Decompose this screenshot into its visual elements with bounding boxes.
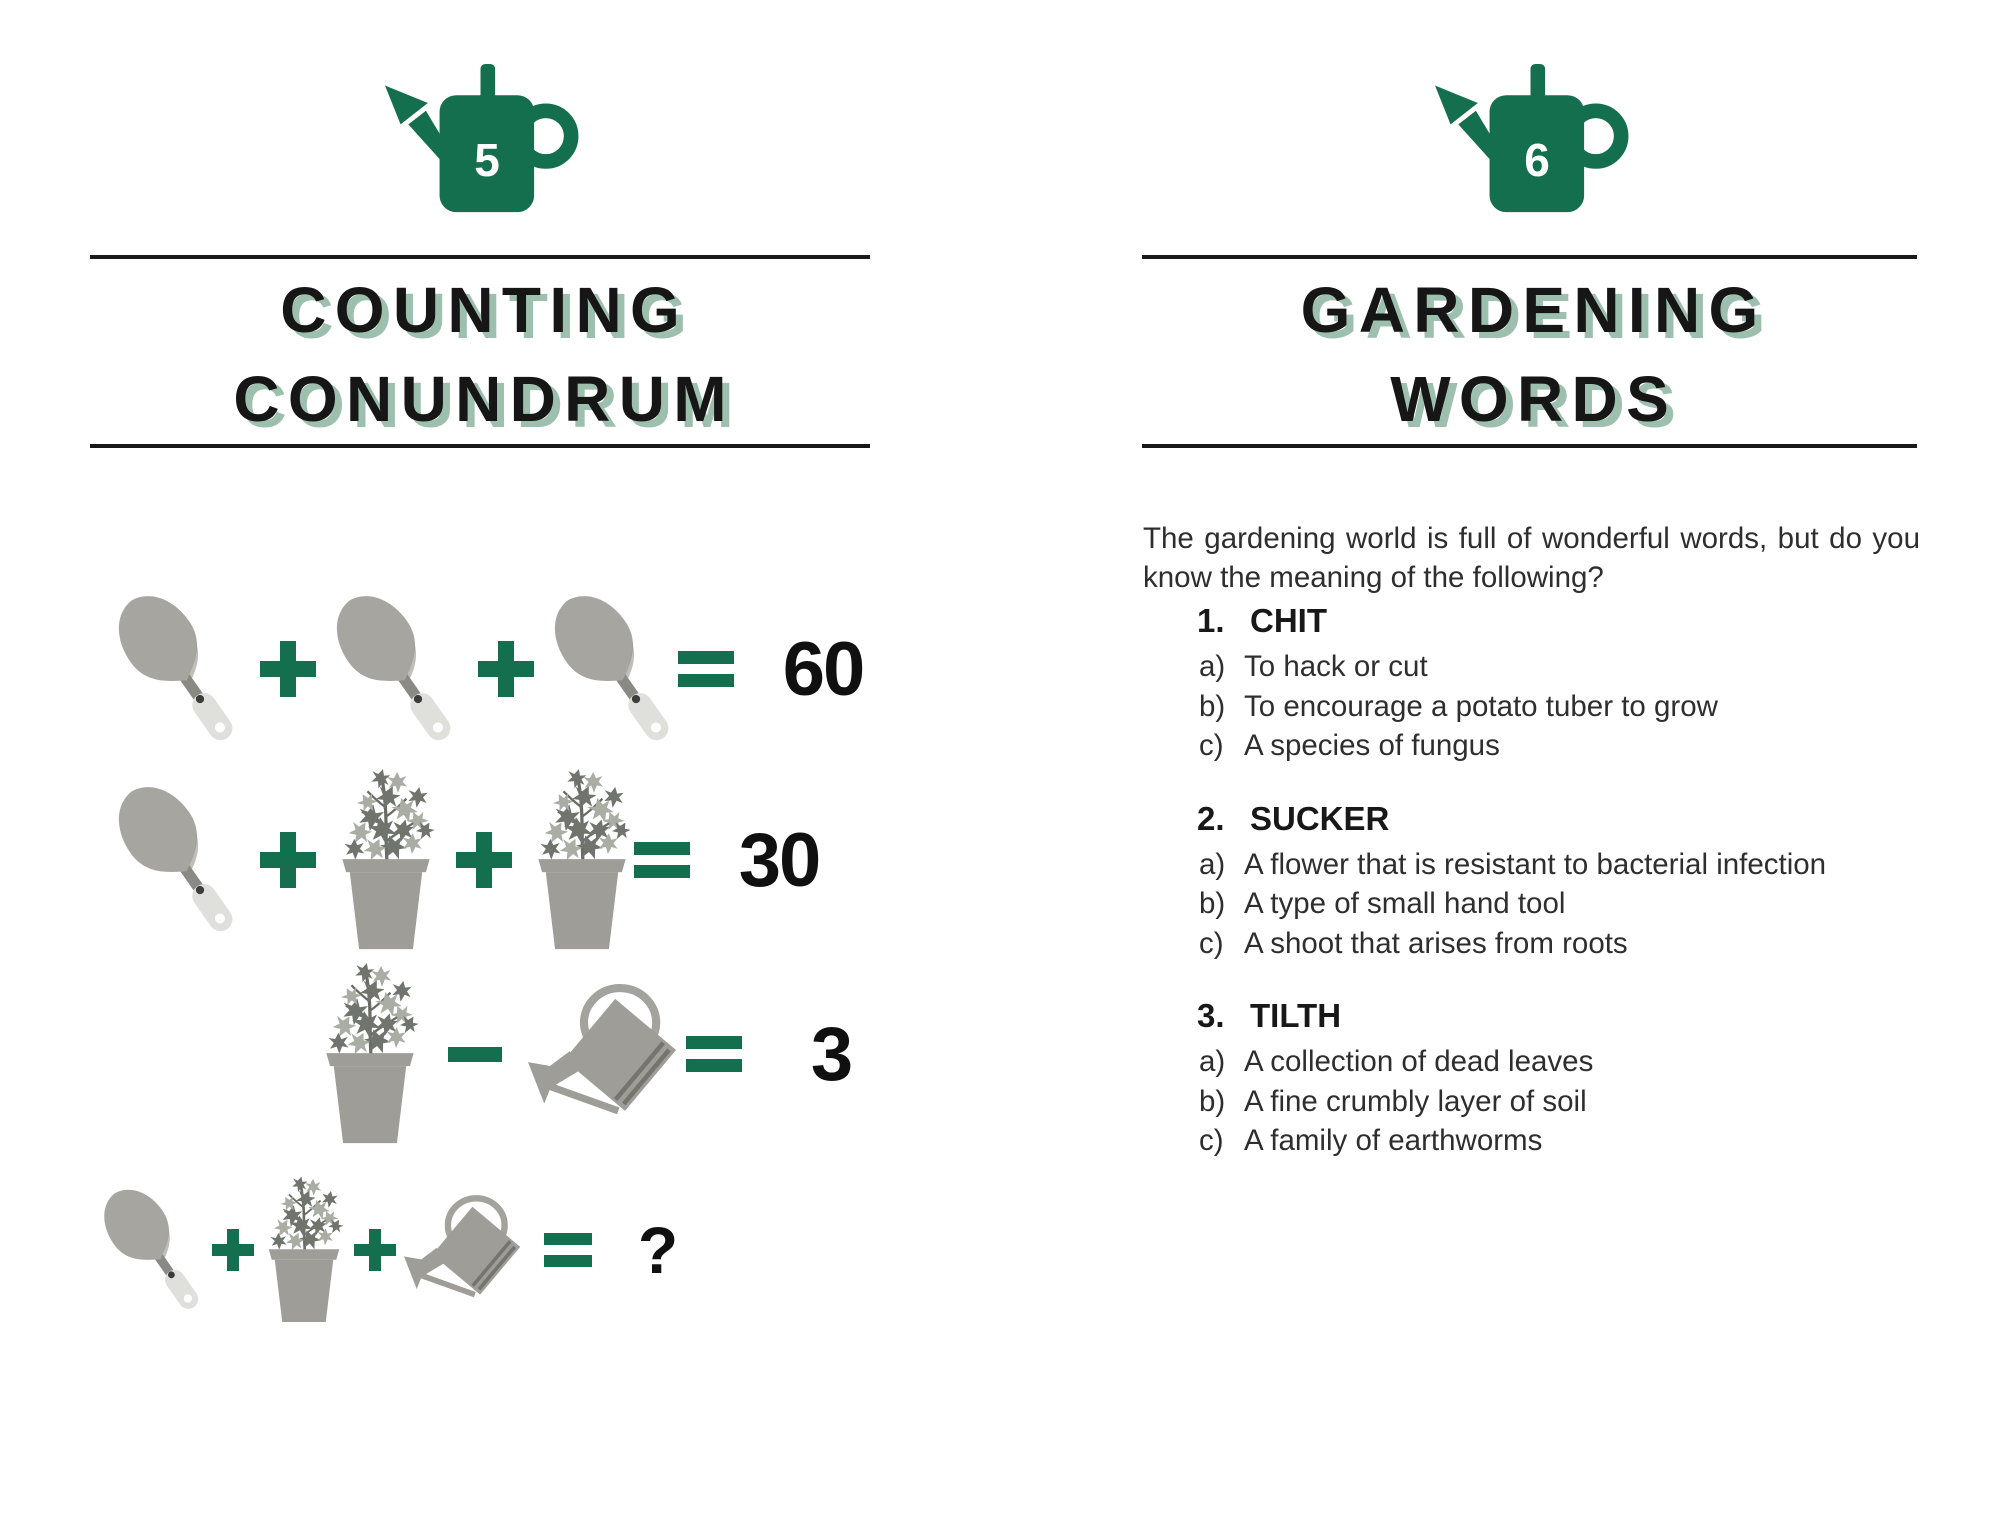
puzzle-number-badge-right xyxy=(1433,64,1628,218)
title-rule-bottom-right xyxy=(1142,444,1917,448)
equation-row xyxy=(90,577,864,761)
right-title-line2: WORDS xyxy=(1390,363,1678,435)
option-letter: b) xyxy=(1199,887,1226,920)
option-letter: a) xyxy=(1199,1045,1226,1078)
puzzle-number-right: 6 xyxy=(1524,134,1550,186)
right-title-line1: GARDENING xyxy=(1300,274,1767,346)
question-block xyxy=(1197,601,1927,766)
minus-icon xyxy=(448,1047,502,1062)
equation-result: ? xyxy=(637,1213,677,1287)
questions-list xyxy=(1197,601,1927,1194)
question-heading xyxy=(1197,996,1927,1036)
option-text: A shoot that arises from roots xyxy=(1244,926,1628,960)
plus-icon xyxy=(478,641,534,697)
equals-icon xyxy=(678,651,734,687)
answer-option xyxy=(1197,924,1927,964)
question-block xyxy=(1197,799,1927,964)
question-heading xyxy=(1197,601,1927,641)
equals-icon xyxy=(686,1036,742,1072)
question-word: CHIT xyxy=(1250,602,1327,639)
question-number: 3. xyxy=(1197,997,1225,1034)
answer-option xyxy=(1197,647,1927,687)
equals-icon xyxy=(634,842,690,878)
equation-result: 30 xyxy=(738,817,820,903)
answer-option xyxy=(1197,1121,1927,1161)
question-word: TILTH xyxy=(1250,997,1342,1034)
question-number: 1. xyxy=(1197,602,1225,639)
answer-option xyxy=(1197,687,1927,727)
plus-icon xyxy=(260,832,316,888)
counting-puzzle xyxy=(90,577,864,1351)
plant-icon xyxy=(318,961,422,1147)
equation-result: 60 xyxy=(782,626,864,712)
option-text: A species of fungus xyxy=(1244,729,1500,762)
option-letter: c) xyxy=(1199,729,1224,762)
option-letter: c) xyxy=(1199,926,1224,960)
right-page-title xyxy=(1142,266,1917,444)
option-text: To hack or cut xyxy=(1244,650,1428,683)
trowel-icon xyxy=(116,582,242,756)
plant-icon xyxy=(262,1174,346,1326)
watering-can-icon xyxy=(528,975,686,1133)
option-letter: b) xyxy=(1199,1084,1226,1118)
plus-icon xyxy=(260,641,316,697)
equation-row xyxy=(90,761,838,959)
watering-can-icon xyxy=(404,1188,528,1312)
answer-option xyxy=(1197,1042,1927,1082)
equation-result-group xyxy=(634,817,838,904)
question-block xyxy=(1197,996,1927,1161)
plus-icon xyxy=(354,1229,396,1271)
trowel-icon xyxy=(334,582,460,756)
equation-row xyxy=(90,1149,838,1351)
option-letter: a) xyxy=(1199,847,1226,881)
question-heading xyxy=(1197,799,1927,839)
plant-icon xyxy=(334,767,438,953)
equation-result-group xyxy=(544,1212,700,1288)
option-text: A type of small hand tool xyxy=(1244,887,1566,920)
question-number: 2. xyxy=(1197,799,1225,837)
equation-result-group xyxy=(686,1011,890,1098)
option-text: A flower that is resistant to bacterial infection xyxy=(1244,847,1827,881)
option-text: A collection of dead leaves xyxy=(1244,1045,1594,1078)
plant-icon xyxy=(530,767,634,953)
equation-result: 3 xyxy=(810,1011,852,1097)
title-rule-top-left xyxy=(90,255,870,259)
option-letter: b) xyxy=(1199,689,1226,723)
left-page-title xyxy=(90,266,870,444)
title-rule-top-right xyxy=(1142,255,1917,259)
equation-result-group xyxy=(678,626,882,713)
option-letter: a) xyxy=(1199,650,1226,683)
puzzle-number-badge-left xyxy=(383,64,578,218)
option-letter: c) xyxy=(1199,1124,1224,1157)
puzzle-number-left: 5 xyxy=(474,134,500,186)
left-title-line1: COUNTING xyxy=(280,274,689,346)
answer-option xyxy=(1197,726,1927,766)
title-rule-bottom-left xyxy=(90,444,870,448)
answer-option xyxy=(1197,884,1927,924)
option-text: To encourage a potato tuber to grow xyxy=(1244,689,1718,723)
trowel-icon xyxy=(552,582,678,756)
answer-option xyxy=(1197,1082,1927,1122)
plus-icon xyxy=(456,832,512,888)
equation-row xyxy=(90,959,852,1149)
intro-paragraph: The gardening world is full of wonderful words, but do you know the meaning of the following? xyxy=(1143,521,1920,594)
trowel-icon xyxy=(104,1178,204,1322)
question-word: SUCKER xyxy=(1250,799,1390,837)
trowel-icon xyxy=(116,773,242,947)
option-text: A family of earthworms xyxy=(1244,1124,1543,1157)
plus-icon xyxy=(212,1229,254,1271)
option-text: A fine crumbly layer of soil xyxy=(1244,1084,1587,1118)
equals-icon xyxy=(544,1233,592,1267)
answer-option xyxy=(1197,845,1927,885)
left-title-line2: CONUNDRUM xyxy=(233,363,735,435)
